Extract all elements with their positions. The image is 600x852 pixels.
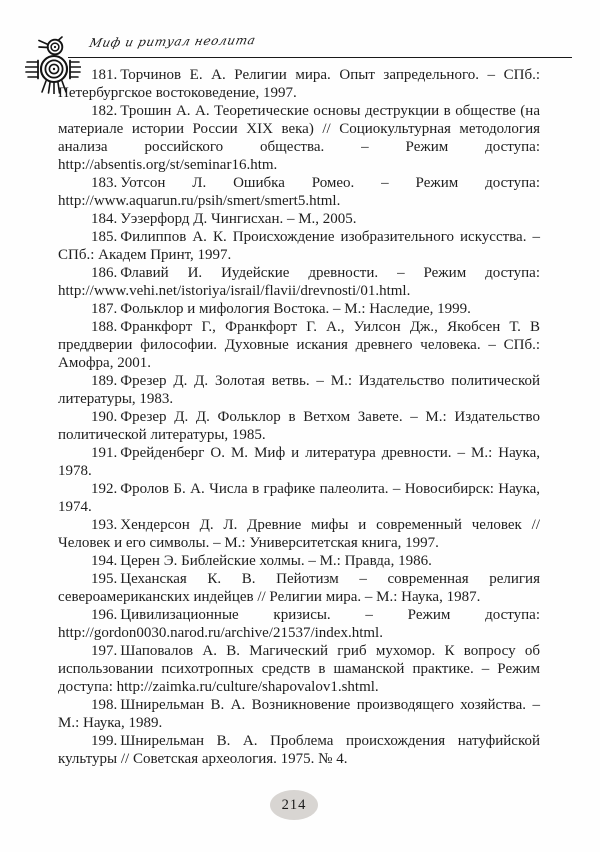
entry-text: Цивилизационные кризисы. – Режим доступа: http://gordon0030.narod.ru/archive/21537/index.html.	[58, 607, 540, 641]
entry-text: Уотсон Л. Ошибка Ромео. – Режим доступа: http://www.aquarun.ru/psih/smert/smert5.html.	[58, 175, 540, 209]
entry-number: 198.	[91, 697, 121, 713]
entry-text: Франкфорт Г., Франкфорт Г. А., Уилсон Дж., Якобсен Т. В преддверии философии. Духовные искания древнего человека. – СПб.: Амофра, 2001.	[58, 319, 540, 371]
entry-text: Шнирельман В. А. Проблема происхождения натуфийской культуры // Советская археология. 1975. № 4.	[58, 733, 540, 767]
entry-number: 192.	[91, 481, 121, 497]
bibliography-list	[58, 66, 540, 768]
entry-text: Хендерсон Д. Л. Древние мифы и современный человек // Человек и его символы. – М.: Университетская книга, 1997.	[58, 517, 540, 551]
header-rule	[68, 57, 572, 58]
entry-number: 188.	[91, 319, 121, 335]
page-number-badge	[270, 790, 318, 820]
entry-number: 185.	[91, 229, 121, 245]
entry-text: Церен Э. Библейские холмы. – М.: Правда, 1986.	[120, 553, 432, 569]
entry-number: 194.	[91, 553, 121, 569]
entry-text: Уэзерфорд Д. Чингисхан. – М., 2005.	[120, 211, 357, 227]
running-title: Миф и ритуал неолита	[88, 33, 258, 50]
entry-text: Флавий И. Иудейские древности. – Режим доступа: http://www.vehi.net/istoriya/israil/flavii/drevnosti/01.html.	[58, 265, 540, 299]
bibliography-entry	[58, 606, 540, 642]
page-number: 214	[281, 796, 307, 813]
entry-number: 181.	[91, 67, 121, 83]
entry-text: Торчинов Е. А. Религии мира. Опыт запредельного. – СПб.: Петербургское востоковедение, 1997.	[58, 67, 540, 101]
bibliography-entry	[58, 102, 540, 174]
entry-number: 187.	[91, 301, 121, 317]
bibliography-entry	[58, 480, 540, 516]
entry-number: 184.	[91, 211, 121, 227]
bibliography-entry	[58, 408, 540, 444]
entry-number: 189.	[91, 373, 121, 389]
entry-text: Цеханская К. В. Пейотизм – современная религия североамериканских индейцев // Религии мира. – М.: Наука, 1987.	[58, 571, 540, 605]
entry-number: 183.	[91, 175, 121, 191]
entry-text: Трошин А. А. Теоретические основы деструкции в обществе (на материале истории России XIX века) // Социокультурная методология анализа российского общества. – Режим доступа: http://absentis.org/st/seminar16.htm.	[58, 103, 540, 173]
bibliography-entry	[58, 228, 540, 264]
entry-number: 186.	[91, 265, 121, 281]
entry-text: Филиппов А. К. Происхождение изобразительного искусства. – СПб.: Академ Принт, 1997.	[58, 229, 540, 263]
bibliography-entry	[58, 318, 540, 372]
entry-text: Фрезер Д. Д. Золотая ветвь. – М.: Издательство политической литературы, 1983.	[58, 373, 540, 407]
entry-number: 182.	[91, 103, 121, 119]
entry-number: 196.	[91, 607, 121, 623]
bibliography-entry	[58, 300, 540, 318]
bibliography-entry	[58, 552, 540, 570]
bibliography-entry	[58, 66, 540, 102]
bibliography-entry	[58, 264, 540, 300]
entry-text: Фрейденберг О. М. Миф и литература древности. – М.: Наука, 1978.	[58, 445, 540, 479]
bibliography-entry	[58, 174, 540, 210]
entry-number: 191.	[91, 445, 121, 461]
entry-text: Шаповалов А. В. Магический гриб мухомор. К вопросу об использовании психотропных средств в шаманской практике. – Режим доступа: http://zaimka.ru/culture/shapovalov1.shtml.	[58, 643, 540, 695]
entry-number: 199.	[91, 733, 121, 749]
entry-text: Фольклор и мифология Востока. – М.: Наследие, 1999.	[120, 301, 471, 317]
bibliography-entry	[58, 642, 540, 696]
bibliography-entry	[58, 516, 540, 552]
entry-text: Шнирельман В. А. Возникновение производящего хозяйства. – М.: Наука, 1989.	[58, 697, 540, 731]
bibliography-entry	[58, 372, 540, 408]
entry-text: Фролов Б. А. Числа в графике палеолита. – Новосибирск: Наука, 1974.	[58, 481, 540, 515]
entry-number: 190.	[91, 409, 121, 425]
bibliography-entry	[58, 696, 540, 732]
bibliography-entry	[58, 570, 540, 606]
bibliography-entry	[58, 444, 540, 480]
entry-text: Фрезер Д. Д. Фольклор в Ветхом Завете. – М.: Издательство политической литературы, 1985.	[58, 409, 540, 443]
bibliography-entry	[58, 210, 540, 228]
entry-number: 195.	[91, 571, 121, 587]
bibliography-entry	[58, 732, 540, 768]
entry-number: 197.	[91, 643, 121, 659]
entry-number: 193.	[91, 517, 121, 533]
